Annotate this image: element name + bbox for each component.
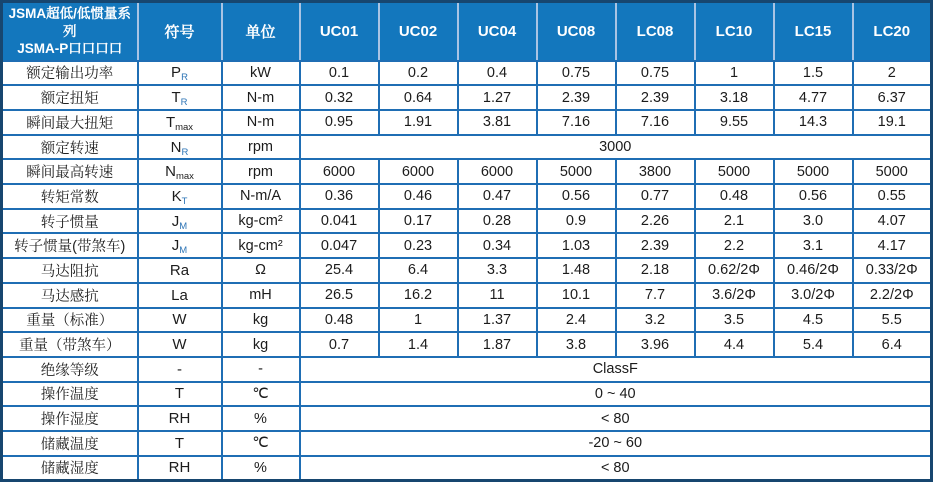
value-uc02: 0.46	[379, 184, 458, 209]
symbol-main: RH	[168, 410, 191, 428]
spec-row	[2, 61, 932, 86]
row-unit: %	[222, 406, 300, 431]
value-lc20: 6.37	[853, 85, 932, 110]
spec-row	[2, 135, 932, 160]
model-header-lc10: LC10	[695, 2, 774, 61]
value-uc01: 0.95	[300, 110, 379, 135]
symbol-main: T	[165, 113, 176, 131]
model-header-lc20: LC20	[853, 2, 932, 61]
spec-row	[2, 332, 932, 357]
value-uc01: 0.047	[300, 233, 379, 258]
symbol-main: W	[172, 336, 187, 354]
symbol-main: Ra	[169, 261, 190, 279]
value-uc02: 6000	[379, 159, 458, 184]
row-unit: N-m	[222, 85, 300, 110]
value-uc02: 6.4	[379, 258, 458, 283]
value-lc20: 0.55	[853, 184, 932, 209]
value-lc10: 3.5	[695, 308, 774, 333]
row-unit: N-m/A	[222, 184, 300, 209]
value-lc10: 9.55	[695, 110, 774, 135]
row-symbol	[138, 110, 222, 135]
row-unit: %	[222, 456, 300, 481]
value-lc15: 0.56	[774, 184, 853, 209]
value-lc08: 3.96	[616, 332, 695, 357]
spec-row	[2, 159, 932, 184]
row-label: 马达阻抗	[2, 258, 138, 283]
series-title-line1: JSMA超低/低惯量系列	[8, 6, 131, 39]
symbol-subscript: R	[181, 72, 188, 84]
value-uc04: 6000	[458, 159, 537, 184]
row-symbol	[138, 258, 222, 283]
value-uc04: 1.27	[458, 85, 537, 110]
spec-row	[2, 431, 932, 456]
row-unit: -	[222, 357, 300, 382]
row-span-value: ClassF	[300, 357, 932, 382]
value-uc04: 1.37	[458, 308, 537, 333]
symbol-main: T	[171, 89, 181, 107]
row-unit: N-m	[222, 110, 300, 135]
value-uc08: 0.75	[537, 61, 616, 86]
value-lc10: 2.2	[695, 233, 774, 258]
value-lc20: 4.07	[853, 209, 932, 234]
value-lc08: 2.39	[616, 85, 695, 110]
value-lc08: 0.75	[616, 61, 695, 86]
row-symbol	[138, 233, 222, 258]
value-uc04: 0.34	[458, 233, 537, 258]
value-lc20: 5000	[853, 159, 932, 184]
header-row	[2, 2, 932, 61]
value-lc10: 4.4	[695, 332, 774, 357]
row-label: 重量（带煞车）	[2, 332, 138, 357]
row-label: 额定输出功率	[2, 61, 138, 86]
spec-row	[2, 382, 932, 407]
value-uc01: 0.041	[300, 209, 379, 234]
value-uc08: 7.16	[537, 110, 616, 135]
value-uc01: 25.4	[300, 258, 379, 283]
row-label: 瞬间最高转速	[2, 159, 138, 184]
value-lc15: 3.1	[774, 233, 853, 258]
value-lc10: 3.6/2Φ	[695, 283, 774, 308]
value-lc15: 5.4	[774, 332, 853, 357]
row-label: 重量（标准）	[2, 308, 138, 333]
row-symbol	[138, 184, 222, 209]
row-symbol	[138, 135, 222, 160]
row-symbol	[138, 159, 222, 184]
symbol-subscript: max	[175, 121, 194, 133]
symbol-subscript: max	[175, 171, 194, 183]
model-header-uc08: UC08	[537, 2, 616, 61]
value-uc01: 0.32	[300, 85, 379, 110]
row-unit: kW	[222, 61, 300, 86]
value-lc08: 3.2	[616, 308, 695, 333]
value-lc10: 1	[695, 61, 774, 86]
value-uc04: 0.28	[458, 209, 537, 234]
row-label: 操作温度	[2, 382, 138, 407]
value-uc08: 1.03	[537, 233, 616, 258]
value-lc15: 0.46/2Φ	[774, 258, 853, 283]
symbol-main: RH	[168, 459, 191, 477]
spec-row	[2, 209, 932, 234]
value-lc20: 2	[853, 61, 932, 86]
row-unit: kg	[222, 332, 300, 357]
row-unit: kg-cm²	[222, 233, 300, 258]
row-span-value: < 80	[300, 406, 932, 431]
value-uc02: 1	[379, 308, 458, 333]
spec-row	[2, 110, 932, 135]
value-lc10: 2.1	[695, 209, 774, 234]
symbol-main: -	[177, 360, 182, 378]
value-uc08: 2.4	[537, 308, 616, 333]
value-lc08: 3800	[616, 159, 695, 184]
row-symbol	[138, 209, 222, 234]
value-uc08: 2.39	[537, 85, 616, 110]
row-unit: ℃	[222, 382, 300, 407]
model-header-lc08: LC08	[616, 2, 695, 61]
value-uc04: 3.3	[458, 258, 537, 283]
spec-table-body	[2, 61, 932, 481]
value-lc10: 5000	[695, 159, 774, 184]
value-lc08: 7.16	[616, 110, 695, 135]
row-label: 转子惯量	[2, 209, 138, 234]
spec-row	[2, 283, 932, 308]
value-uc08: 3.8	[537, 332, 616, 357]
symbol-main: J	[171, 237, 180, 255]
row-symbol	[138, 61, 222, 86]
symbol-subscript: T	[181, 195, 188, 207]
row-symbol	[138, 456, 222, 481]
spec-row	[2, 308, 932, 333]
value-lc08: 2.18	[616, 258, 695, 283]
value-lc15: 4.77	[774, 85, 853, 110]
value-uc08: 0.9	[537, 209, 616, 234]
symbol-main: W	[172, 311, 187, 329]
row-symbol	[138, 332, 222, 357]
spec-row	[2, 233, 932, 258]
row-unit: rpm	[222, 135, 300, 160]
symbol-subscript: R	[180, 97, 188, 109]
value-lc15: 3.0	[774, 209, 853, 234]
value-uc08: 10.1	[537, 283, 616, 308]
value-lc15: 3.0/2Φ	[774, 283, 853, 308]
spec-row	[2, 258, 932, 283]
value-uc02: 1.4	[379, 332, 458, 357]
symbol-main: P	[171, 64, 182, 82]
row-symbol	[138, 431, 222, 456]
row-unit: rpm	[222, 159, 300, 184]
unit-column-header: 单位	[222, 2, 300, 61]
row-label: 额定转速	[2, 135, 138, 160]
value-lc20: 4.17	[853, 233, 932, 258]
row-unit: kg-cm²	[222, 209, 300, 234]
model-header-lc15: LC15	[774, 2, 853, 61]
symbol-subscript: M	[179, 245, 188, 257]
symbol-column-header: 符号	[138, 2, 222, 61]
value-uc04: 11	[458, 283, 537, 308]
value-uc01: 0.7	[300, 332, 379, 357]
row-span-value: < 80	[300, 456, 932, 481]
value-uc08: 5000	[537, 159, 616, 184]
value-lc10: 0.62/2Φ	[695, 258, 774, 283]
value-lc08: 2.26	[616, 209, 695, 234]
spec-row	[2, 184, 932, 209]
row-symbol	[138, 308, 222, 333]
value-uc01: 0.1	[300, 61, 379, 86]
value-lc15: 5000	[774, 159, 853, 184]
symbol-main: T	[174, 385, 185, 403]
series-title-cell	[2, 2, 138, 61]
symbol-main: N	[170, 138, 182, 156]
row-label: 马达感抗	[2, 283, 138, 308]
symbol-main: K	[171, 187, 182, 205]
value-uc02: 0.2	[379, 61, 458, 86]
row-label: 瞬间最大扭矩	[2, 110, 138, 135]
row-span-value: 0 ~ 40	[300, 382, 932, 407]
value-uc01: 0.36	[300, 184, 379, 209]
value-uc02: 0.23	[379, 233, 458, 258]
symbol-main: J	[171, 212, 180, 230]
symbol-main: La	[171, 286, 188, 304]
value-uc04: 0.4	[458, 61, 537, 86]
symbol-main: N	[165, 163, 176, 181]
value-uc04: 3.81	[458, 110, 537, 135]
row-label: 储藏湿度	[2, 456, 138, 481]
value-uc01: 0.48	[300, 308, 379, 333]
value-uc01: 6000	[300, 159, 379, 184]
value-lc20: 2.2/2Φ	[853, 283, 932, 308]
value-uc08: 1.48	[537, 258, 616, 283]
model-header-uc04: UC04	[458, 2, 537, 61]
value-lc10: 3.18	[695, 85, 774, 110]
row-span-value: 3000	[300, 135, 932, 160]
value-uc02: 0.64	[379, 85, 458, 110]
value-uc02: 1.91	[379, 110, 458, 135]
model-header-uc01: UC01	[300, 2, 379, 61]
row-label: 转子惯量(带煞车)	[2, 233, 138, 258]
row-symbol	[138, 406, 222, 431]
row-label: 额定扭矩	[2, 85, 138, 110]
value-lc08: 7.7	[616, 283, 695, 308]
symbol-main: T	[174, 434, 185, 452]
spec-row	[2, 456, 932, 481]
series-title-line2: JSMA-P口口口口	[17, 41, 123, 57]
value-uc04: 0.47	[458, 184, 537, 209]
value-lc15: 4.5	[774, 308, 853, 333]
model-header-uc02: UC02	[379, 2, 458, 61]
row-label: 操作湿度	[2, 406, 138, 431]
symbol-subscript: R	[181, 146, 189, 158]
value-uc04: 1.87	[458, 332, 537, 357]
row-symbol	[138, 357, 222, 382]
row-unit: ℃	[222, 431, 300, 456]
row-symbol	[138, 85, 222, 110]
value-lc20: 19.1	[853, 110, 932, 135]
value-lc08: 0.77	[616, 184, 695, 209]
value-lc20: 0.33/2Φ	[853, 258, 932, 283]
row-label: 转矩常数	[2, 184, 138, 209]
row-unit: Ω	[222, 258, 300, 283]
row-span-value: -20 ~ 60	[300, 431, 932, 456]
row-unit: mH	[222, 283, 300, 308]
value-lc10: 0.48	[695, 184, 774, 209]
row-unit: kg	[222, 308, 300, 333]
row-symbol	[138, 382, 222, 407]
row-label: 绝缘等级	[2, 357, 138, 382]
value-lc15: 14.3	[774, 110, 853, 135]
value-uc08: 0.56	[537, 184, 616, 209]
value-lc08: 2.39	[616, 233, 695, 258]
spec-row	[2, 357, 932, 382]
value-lc20: 5.5	[853, 308, 932, 333]
row-symbol	[138, 283, 222, 308]
value-uc02: 0.17	[379, 209, 458, 234]
spec-row	[2, 406, 932, 431]
symbol-subscript: M	[179, 220, 188, 232]
value-lc20: 6.4	[853, 332, 932, 357]
value-uc01: 26.5	[300, 283, 379, 308]
row-label: 储藏温度	[2, 431, 138, 456]
value-uc02: 16.2	[379, 283, 458, 308]
value-lc15: 1.5	[774, 61, 853, 86]
spec-row	[2, 85, 932, 110]
